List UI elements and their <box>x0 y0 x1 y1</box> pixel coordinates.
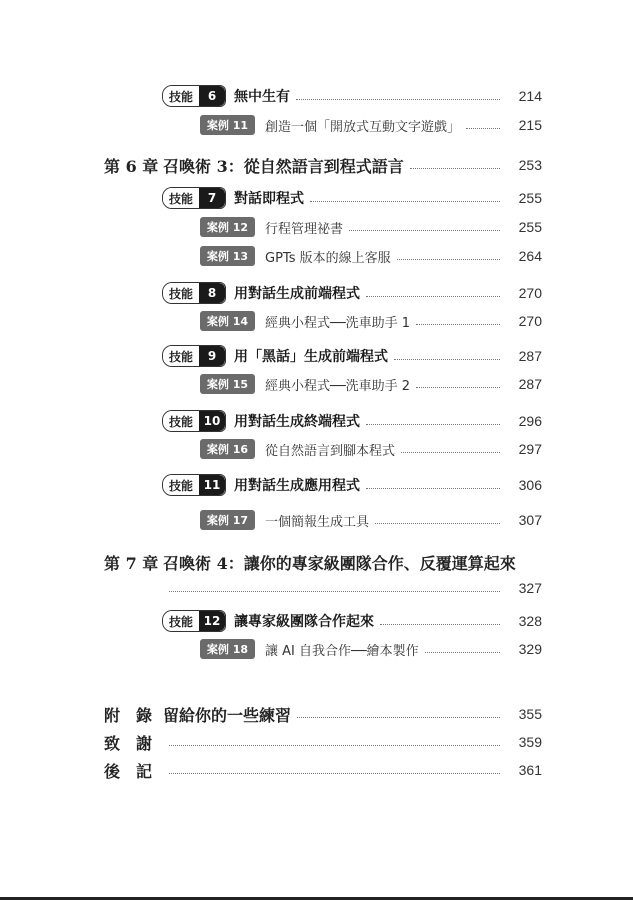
page-number: 215 <box>518 117 542 133</box>
page-number: 307 <box>518 512 542 528</box>
dot-leader <box>349 230 500 231</box>
dot-leader <box>366 488 500 489</box>
page-number: 287 <box>518 376 542 392</box>
skill-badge <box>162 85 226 107</box>
dot-leader <box>416 387 500 388</box>
chapter-label: 第 6 章 <box>104 156 159 176</box>
toc-entry-case[interactable] <box>200 437 542 461</box>
skill-label: 技能 <box>163 346 199 366</box>
dot-leader <box>397 259 500 260</box>
skill-number: 10 <box>199 411 225 431</box>
chapter-label: 致 謝 <box>104 733 153 753</box>
skill-badge <box>162 410 226 432</box>
toc-entry-skill[interactable] <box>162 609 542 633</box>
entry-title: 創造一個「開放式互動文字遊戲」 <box>265 119 461 135</box>
toc-entry-case[interactable] <box>200 244 542 268</box>
entry-title: 召喚術 4：讓你的專家級團隊合作、反覆運算起來 <box>163 553 516 573</box>
page-number: 255 <box>518 190 542 206</box>
case-badge: 案例 18 <box>200 639 255 659</box>
toc-entry-chapter[interactable] <box>104 730 542 754</box>
dot-leader <box>169 591 500 592</box>
dot-leader <box>410 168 500 169</box>
skill-number: 7 <box>199 188 225 208</box>
dot-leader <box>466 128 500 129</box>
chapter-label: 後 記 <box>104 761 153 781</box>
toc-entry-skill[interactable] <box>162 186 542 210</box>
toc-entry-chapter-head[interactable] <box>104 550 542 574</box>
entry-title: 經典小程式──洗車助手 2 <box>265 378 411 394</box>
entry-title: 用「黑話」生成前端程式 <box>234 349 389 365</box>
page-number: 270 <box>518 313 542 329</box>
entry-title: 一個簡報生成工具 <box>265 514 370 530</box>
toc-entry-skill[interactable] <box>162 344 542 368</box>
entry-title: 留給你的一些練習 <box>163 705 292 725</box>
entry-title: 行程管理祕書 <box>265 221 344 237</box>
skill-label: 技能 <box>163 411 199 431</box>
page-number: 306 <box>518 477 542 493</box>
toc-entry-chapter[interactable] <box>104 758 542 782</box>
skill-number: 12 <box>199 611 225 631</box>
toc-entry-case[interactable] <box>200 508 542 532</box>
toc-entry-skill[interactable] <box>162 84 542 108</box>
case-badge: 案例 13 <box>200 246 255 266</box>
dot-leader <box>296 99 500 100</box>
dot-leader <box>394 359 500 360</box>
skill-label: 技能 <box>163 611 199 631</box>
entry-title: 從自然語言到腳本程式 <box>265 443 396 459</box>
entry-title: 無中生有 <box>234 89 291 105</box>
entry-title: 用對話生成終端程式 <box>234 414 361 430</box>
case-badge: 案例 14 <box>200 311 255 331</box>
page-number: 264 <box>518 248 542 264</box>
skill-number: 6 <box>199 86 225 106</box>
dot-leader <box>380 624 500 625</box>
dot-leader <box>401 452 500 453</box>
entry-title: 讓專家級團隊合作起來 <box>234 614 375 630</box>
page-number: 270 <box>518 285 542 301</box>
page-number: 327 <box>518 580 542 596</box>
case-badge: 案例 12 <box>200 217 255 237</box>
page-number: 253 <box>518 157 542 173</box>
toc-entry-chapter[interactable] <box>104 702 542 726</box>
case-badge: 案例 17 <box>200 510 255 530</box>
page-number: 361 <box>518 762 542 778</box>
dot-leader <box>425 652 500 653</box>
entry-title: 經典小程式──洗車助手 1 <box>265 315 411 331</box>
toc-entry-skill[interactable] <box>162 473 542 497</box>
page-number: 214 <box>518 88 542 104</box>
skill-badge <box>162 345 226 367</box>
toc-entry-chapter[interactable] <box>104 153 542 177</box>
entry-title: GPTs 版本的線上客服 <box>265 250 391 266</box>
dot-leader <box>366 296 500 297</box>
toc-entry-case[interactable] <box>200 215 542 239</box>
toc-entry-chapter-cont[interactable] <box>163 576 542 600</box>
entry-title: 用對話生成應用程式 <box>234 478 361 494</box>
dot-leader <box>366 424 500 425</box>
page-number: 296 <box>518 413 542 429</box>
chapter-label: 附 錄 <box>104 705 153 725</box>
dot-leader <box>310 201 500 202</box>
skill-badge <box>162 282 226 304</box>
skill-label: 技能 <box>163 86 199 106</box>
page-number: 329 <box>518 641 542 657</box>
toc-entry-case[interactable] <box>200 372 542 396</box>
skill-number: 8 <box>199 283 225 303</box>
dot-leader <box>169 773 500 774</box>
dot-leader <box>375 523 500 524</box>
page-number: 287 <box>518 348 542 364</box>
skill-label: 技能 <box>163 283 199 303</box>
entry-title: 召喚術 3：從自然語言到程式語言 <box>163 156 404 176</box>
page-number: 297 <box>518 441 542 457</box>
page-number: 355 <box>518 706 542 722</box>
dot-leader <box>297 717 500 718</box>
entry-title: 對話即程式 <box>234 191 305 207</box>
toc-entry-case[interactable] <box>200 637 542 661</box>
toc-entry-case[interactable] <box>200 309 542 333</box>
skill-number: 9 <box>199 346 225 366</box>
skill-badge <box>162 474 226 496</box>
skill-number: 11 <box>199 475 225 495</box>
toc-entry-skill[interactable] <box>162 409 542 433</box>
skill-label: 技能 <box>163 188 199 208</box>
case-badge: 案例 11 <box>200 115 255 135</box>
toc-entry-case[interactable] <box>200 113 542 137</box>
page-number: 328 <box>518 613 542 629</box>
dot-leader <box>169 745 500 746</box>
case-badge: 案例 16 <box>200 439 255 459</box>
skill-label: 技能 <box>163 475 199 495</box>
page-number: 359 <box>518 734 542 750</box>
chapter-label: 第 7 章 <box>104 553 159 573</box>
dot-leader <box>416 324 500 325</box>
skill-badge <box>162 610 226 632</box>
toc-entry-skill[interactable] <box>162 281 542 305</box>
case-badge: 案例 15 <box>200 374 255 394</box>
entry-title: 用對話生成前端程式 <box>234 286 361 302</box>
entry-title: 讓 AI 自我合作──繪本製作 <box>265 643 419 659</box>
page-number: 255 <box>518 219 542 235</box>
skill-badge <box>162 187 226 209</box>
